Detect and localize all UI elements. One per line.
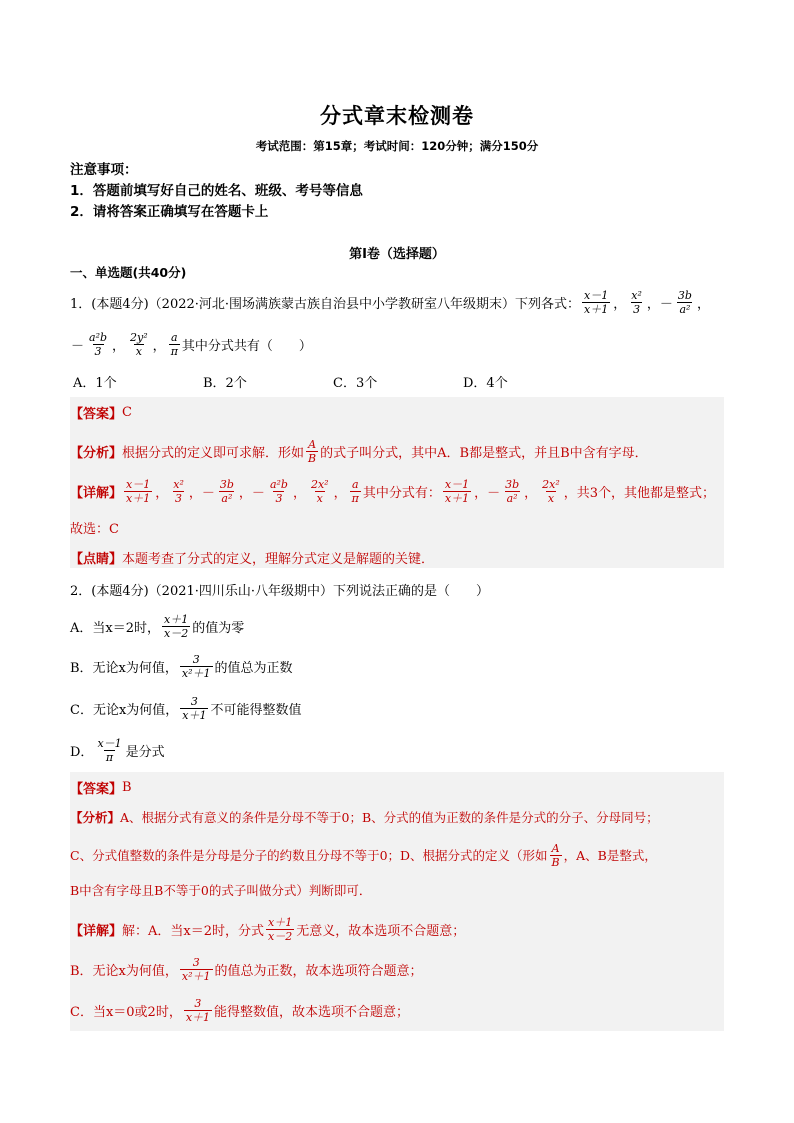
q1-answer: 【答案】 C [70,404,132,422]
notes-item: 1．答题前填写好自己的姓名、班级、考号等信息 [70,183,363,199]
section-heading: 一、单选题(共40分) [70,265,187,280]
fraction: $\frac{\text{a²b}}{3}$ [89,330,108,358]
fraction: $\frac{3}{x+1}$ [182,694,207,722]
q2-option-b: B．无论x为何值， $\frac{3}{\text{x²＋1}}$ 的值总为正数 [70,652,293,680]
q2-answer: 【答案】 B [70,779,132,797]
q1-stem: 1．(本题4分)（2022·河北·围场满族蒙古族自治县中小学教研室八年级期末）下列各式： [70,296,581,312]
fraction: $\frac{A}{B}$ [308,437,317,465]
fraction: $\frac{3}{\text{x²＋1}}$ [181,955,211,983]
q2-analysis-line3: B中含有字母且B不等于0的式子叫做分式）判断即可． [70,883,372,898]
fraction: $\frac{x-1}{x+1}$ [126,477,151,505]
q2-detail: 【详解】 解：A．当x＝2时，分式 $\frac{x+1}{x-2}$ 无意义，故本选项不合题意； [70,915,466,943]
q1-options [73,372,593,391]
q1-option: A．1个 [73,376,117,391]
fraction: $\frac{a}{\pi}$ [170,330,178,358]
q1-analysis: 【分析】 根据分式的定义即可求解．形如 $\frac{A}{B}$ 的式子叫分式，其中A．B都是整式，并且B中含有字母． [70,437,648,465]
fraction: $\frac{3}{x+1}$ [185,996,211,1024]
notes [70,160,363,223]
fraction: $\frac{\text{2x²}}{x}$ [310,477,329,505]
q2-option-c: C．无论x为何值， $\frac{3}{x+1}$ 不可能得整数值 [70,694,302,722]
q1-stem-line: 1．(本题4分)（2022·河北·围场满族蒙古族自治县中小学教研室八年级期末）下列各式： $\frac{x-1}{x+1}$ ， $\frac{\text{x²}}{3}$ ，－ $\frac{3b}{\text{a²}}$ ， [70,288,710,316]
fraction: $\frac{A}{B}$ [551,841,560,869]
fraction: $\frac{\text{2y²}}{x}$ [130,330,148,358]
q1-comment: 【点睛】 本题考查了分式的定义，理解分式定义是解题的关键． [70,551,435,567]
q1-option: C．3个 [333,376,378,391]
q2-detail-c: C．当x＝0或2时， $\frac{3}{x+1}$ 能得整数值，故本选项不合题意； [70,996,410,1024]
fraction: $\frac{a}{\pi}$ [351,477,359,505]
fraction: $\frac{x-1}{\pi}$ [97,736,122,764]
fraction: $\frac{\text{x²}}{3}$ [173,477,184,505]
q2-option-a: A．当x＝2时， $\frac{x+1}{x-2}$ 的值为零 [70,612,245,640]
fraction: $\frac{x+1}{x-2}$ [268,915,293,943]
fraction: $\frac{x+1}{x-2}$ [164,612,189,640]
q2-analysis-line2: C、分式值整数的条件是分母是分子的约数且分母不等于0；D、根据分式的定义（形如 $\frac{A}{B}$ ，A、B是整式， [70,841,657,869]
q1-option: B．2个 [203,376,247,391]
fraction: $\frac{3b}{\text{a²}}$ [219,477,234,505]
fraction: $\frac{\text{x²}}{3}$ [631,288,642,316]
fraction: $\frac{3b}{\text{a²}}$ [677,288,692,316]
q1-option: D．4个 [463,376,508,391]
fraction: $\frac{\text{a²b}}{3}$ [269,477,288,505]
fraction: $\frac{\text{2x²}}{x}$ [542,477,560,505]
q1-stem-line2: － $\frac{\text{a²b}}{3}$ ， $\frac{\text{2y²}}{x}$ ， $\frac{a}{\pi}$ 其中分式共有（ ） [71,330,312,358]
q2-stem: 2．(本题4分)（2021·四川乐山·八年级期中）下列说法正确的是（ ） [70,583,490,599]
page-title: 分式章末检测卷 [320,104,474,128]
q1-detail: 【详解】 $\frac{x-1}{x+1}$ ， $\frac{\text{x²}}{3}$ ，－ $\frac{3b}{\text{a²}}$ ，－ $\frac{\text{a²b}}{3}$ ， $\frac{\text{2x²}}{x}$ ， $\frac{a}{\pi}$ 其中分式有： $\frac{x-1}{x+1}$ ，－ $\frac{3b}{\text{a²}}$ ， $\frac{\text{2x²}}{x}$ ，共3个，其他都是整式； [70,477,716,505]
q2-analysis: 【分析】 A、根据分式有意义的条件是分母不等于0；B、分式的值为正数的条件是分式的分子、分母同号； [70,810,659,825]
exam-info: 考试范围：第15章；考试时间：120分钟；满分150分 [255,139,539,153]
notes-item: 2．请将答案正确填写在答题卡上 [70,204,269,220]
fraction: $\frac{3b}{\text{a²}}$ [505,477,520,505]
fraction: $\frac{x-1}{x+1}$ [444,477,470,505]
q2-option-d: D． $\frac{x-1}{\pi}$ 是分式 [70,736,165,764]
q2-detail-b: B．无论x为何值， $\frac{3}{\text{x²＋1}}$ 的值总为正数，故本选项符合题意； [70,955,423,983]
q1-choice: 故选：C [70,521,119,537]
fraction: $\frac{3}{\text{x²＋1}}$ [181,652,211,680]
fraction: $\frac{x-1}{x+1}$ [584,288,609,316]
notes-heading: 注意事项： [70,162,138,178]
section-title: 第I卷（选择题） [349,247,445,262]
q1-tail: 其中分式共有（ ） [181,338,312,354]
